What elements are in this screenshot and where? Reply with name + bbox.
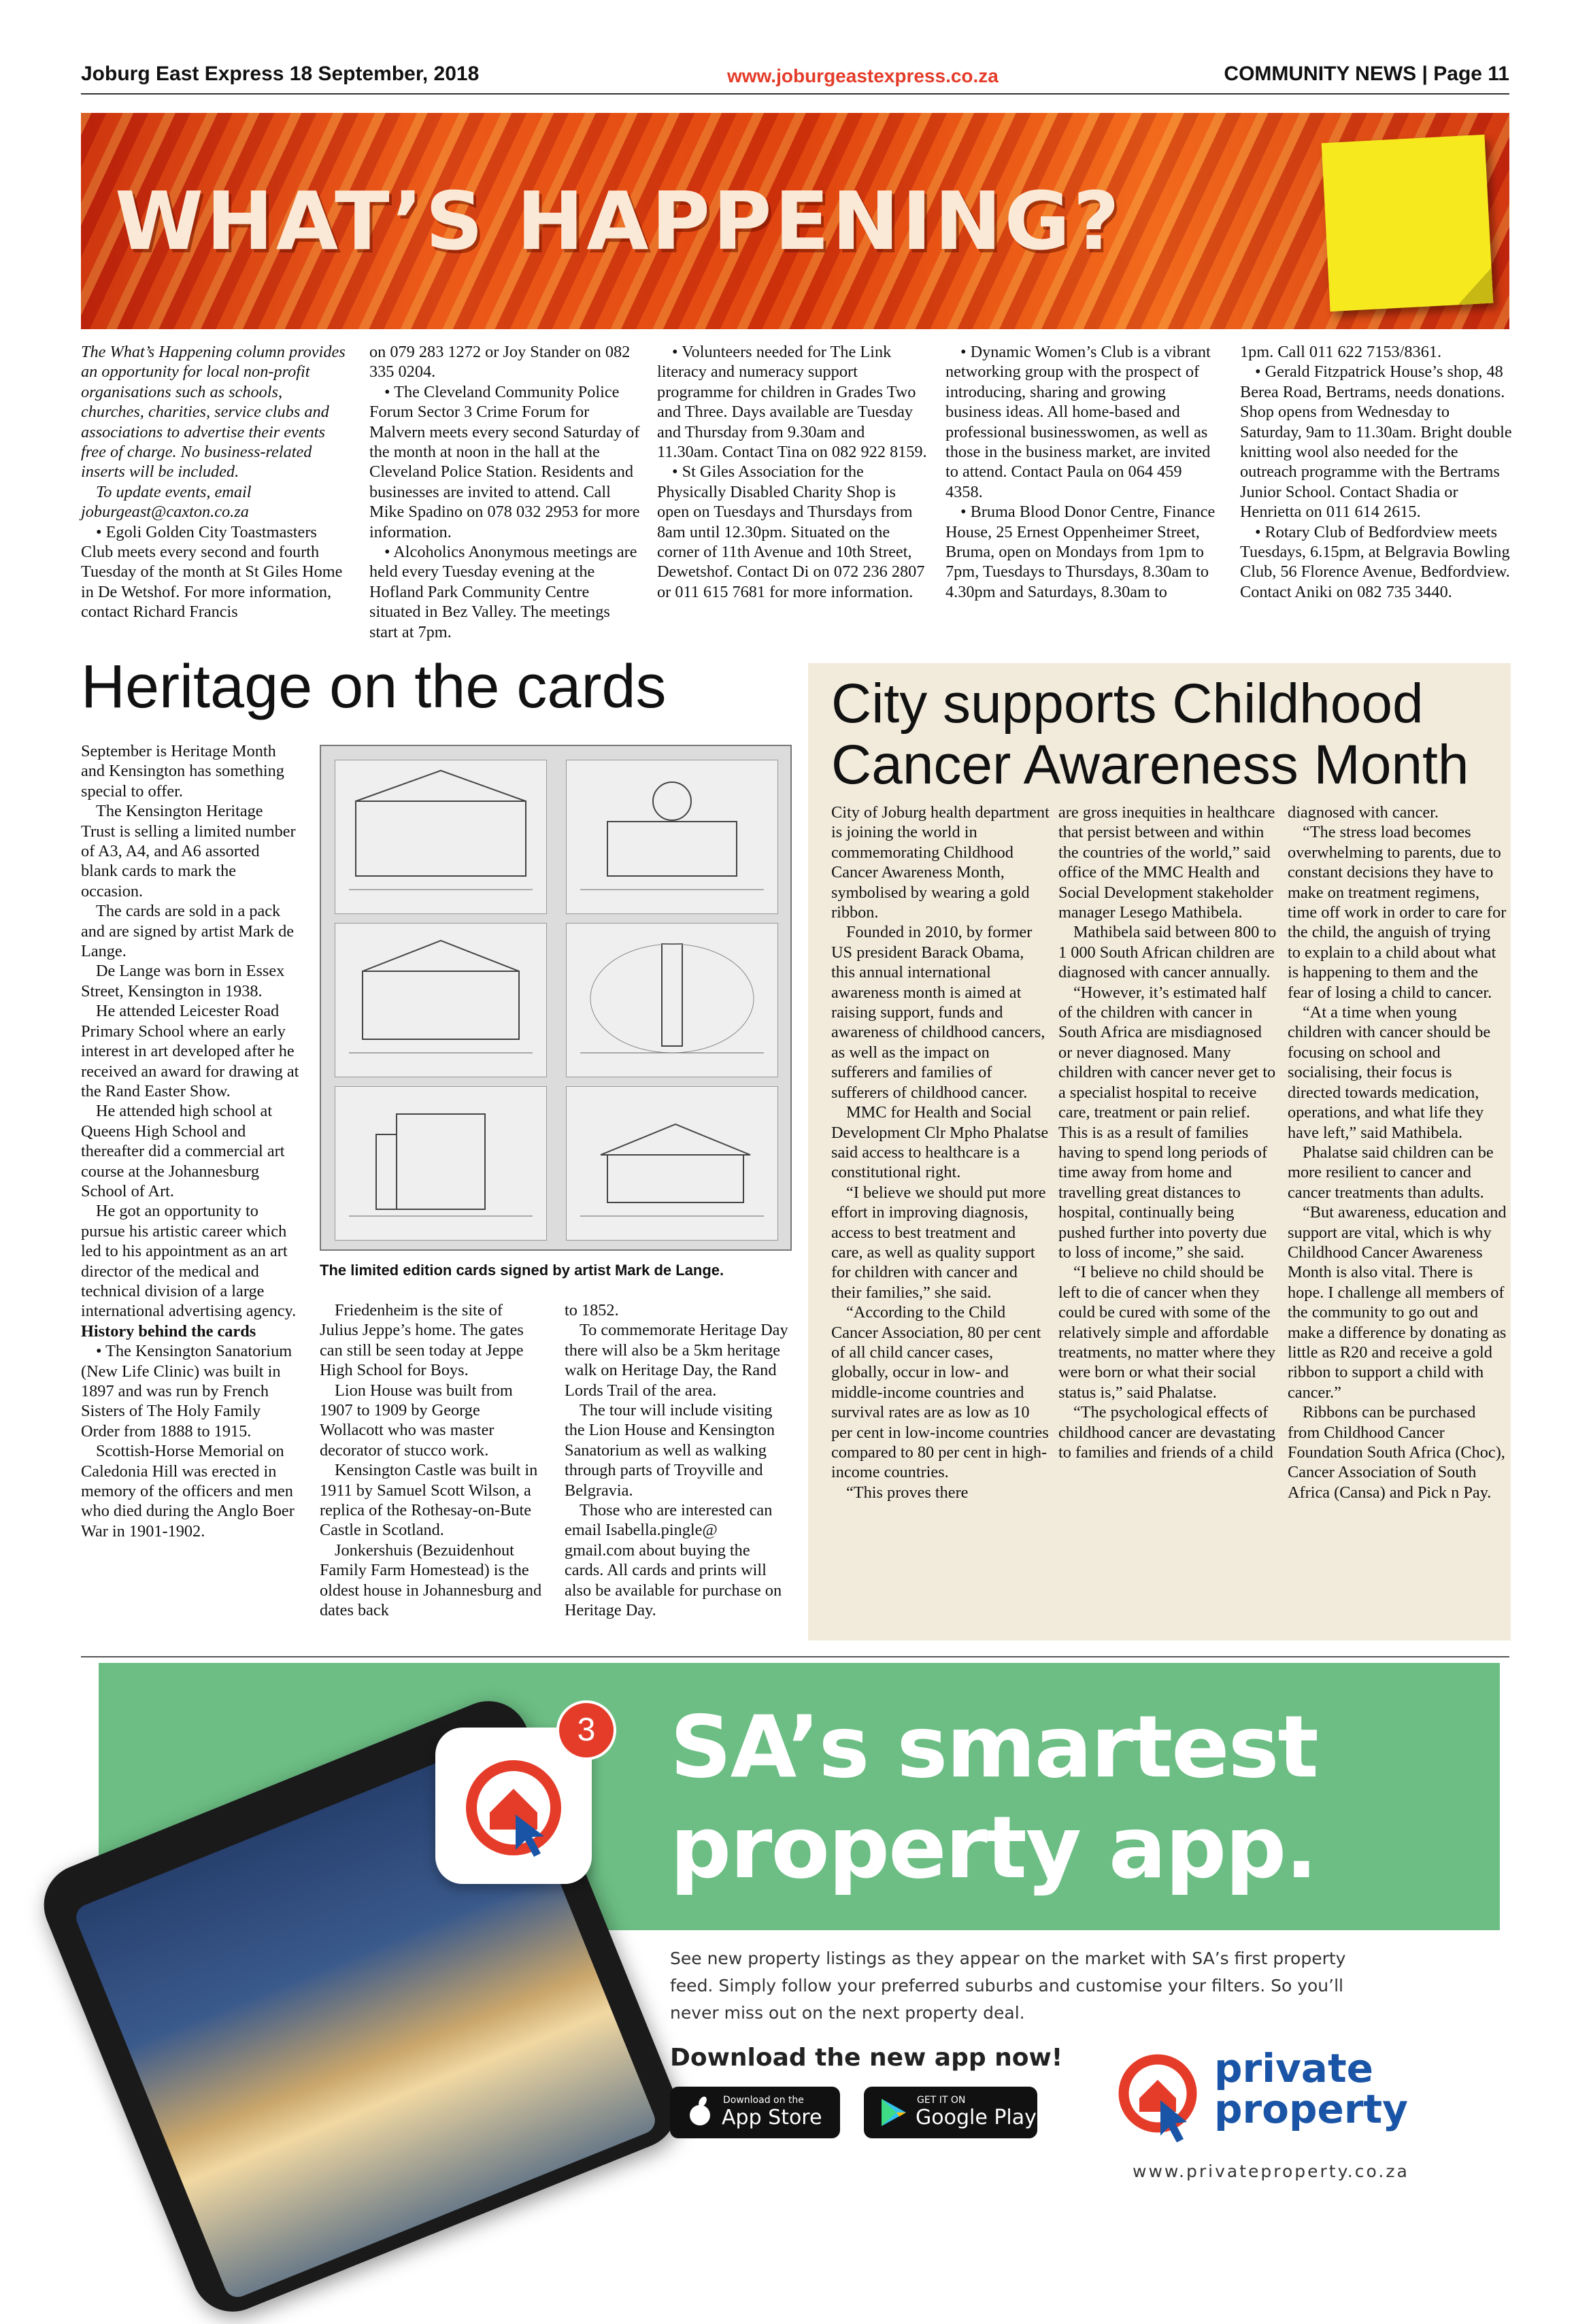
- advert-body-text: See new property listings as they appear on the market with SA’s first property feed. Simply follow your preferred suburbs and customise your filters. So you’ll never miss out on the next property deal.: [670, 1949, 1346, 2023]
- heritage-column-1: [81, 741, 300, 1541]
- city-column-3: [1288, 803, 1507, 1502]
- paragraph: Jonkershuis (Bezuidenhout Family Farm Homestead) is the oldest house in Johannesburg and dates back: [320, 1540, 542, 1620]
- city-column-1: [831, 803, 1050, 1502]
- whats-happening-column-3: [657, 342, 929, 602]
- photo-caption: The limited edition cards signed by artist Mark de Lange.: [320, 1262, 724, 1279]
- paragraph: Phalatse said children can be more resilient to cancer and cancer treatments than adults.: [1288, 1143, 1494, 1202]
- paragraph: • Egoli Golden City Toastmasters Club meets every second and fourth Tuesday of the month at St Giles Home in De Wetshof. For more information, contact Richard Francis: [81, 522, 343, 622]
- brand-name-line-1: private: [1214, 2045, 1374, 2091]
- advert-divider: [81, 1656, 1509, 1657]
- page-header: [81, 63, 1509, 92]
- google-play-button[interactable]: [864, 2087, 1037, 2138]
- paragraph: The What’s Happening column provides an opportunity for local non-profit organisations such as schools, churches, charities, service clubs and associations to advertise their events free of charge. No business-related inserts will be included.: [81, 343, 346, 482]
- paragraph: • Gerald Fitzpatrick House’s shop, 48 Berea Road, Bertrams, needs donations. Shop opens from Wednesday to Saturday, 9am to 11.30am. Bright double knitting wool also needed for the outreach programme with the Bertrams Junior School. Contact Shadia or Henrietta on 011 614 2615.: [1240, 363, 1512, 522]
- private-property-logo-icon: [1116, 2047, 1204, 2149]
- paragraph: diagnosed with cancer.: [1288, 803, 1439, 822]
- paragraph: Ribbons can be purchased from Childhood Cancer Foundation South Africa (Choc), Cancer Association of South Africa (Cansa) and Pick n Pay.: [1288, 1403, 1505, 1502]
- paragraph: Mathibela said between 800 to 1 000 South African children are diagnosed with cancer annually.: [1058, 923, 1277, 982]
- advert-headline: [670, 1697, 1486, 1898]
- paragraph: Friedenheim is the site of Julius Jeppe’s home. The gates can still be seen today at Jeppe High School for Boys.: [320, 1301, 524, 1380]
- paragraph: “I believe we should put more effort in improving diagnosis, access to best treatment and care, as well as quality support for children with cancer and their families,” she said.: [831, 1183, 1046, 1302]
- paragraph: to 1852.: [565, 1301, 619, 1319]
- whats-happening-banner: [81, 113, 1509, 329]
- paragraph: are gross inequities in healthcare that persist between and within the countries of the world,” said office of the MMC Health and Social Development stakeholder manager Lesego Mathibela.: [1058, 803, 1275, 922]
- website-link[interactable]: www.joburgeastexpress.co.za: [727, 65, 999, 86]
- publication-date: Joburg East Express 18 September, 2018: [81, 63, 480, 85]
- heritage-cards-photo: [320, 745, 792, 1251]
- notification-badge: 3: [556, 1700, 616, 1760]
- paragraph: • Dynamic Women’s Club is a vibrant networking group with the prospect of introducing, sharing and growing business ideas. All home-based and professional businesswomen, as well as those in the business market, are invited to attend. Contact Paula on 064 459 4358.: [945, 343, 1211, 501]
- paragraph: He attended Leicester Road Primary School where an early interest in art developed after he received an award for drawing at the Rand Easter Show.: [81, 1002, 299, 1100]
- google-play-label: Google Play: [916, 2106, 1037, 2129]
- city-column-2: [1058, 803, 1277, 1462]
- paragraph: “The stress load becomes overwhelming to parents, due to constant decisions they have to make on treatment regimens, time off work in order to care for the child, the anguish of trying to explain to a child about what is happening to them and the fear of losing a child to cancer.: [1288, 823, 1507, 1002]
- heritage-column-3: [565, 1300, 789, 1621]
- brand-name-line-2: property: [1214, 2086, 1408, 2132]
- paragraph: De Lange was born in Essex Street, Kensington in 1938.: [81, 962, 285, 1000]
- paragraph: Those who are interested can email Isabella.pingle@ gmail.com about buying the cards. All cards and prints will also be available for purchase on Heritage Day.: [565, 1501, 782, 1620]
- paragraph: September is Heritage Month and Kensington has something special to offer.: [81, 742, 284, 801]
- paragraph: He got an opportunity to pursue his artistic career which led to his appointment as an art director of the medical and technical division of a large international advertising agency.: [81, 1202, 297, 1321]
- app-store-small-label: Download on the: [723, 2095, 804, 2106]
- header-rule: [81, 93, 1509, 95]
- paragraph: “This proves there: [846, 1483, 969, 1502]
- paragraph: MMC for Health and Social Development Clr Mpho Phalatse said access to healthcare is a constitutional right.: [831, 1103, 1049, 1182]
- paragraph: • Rotary Club of Bedfordview meets Tuesdays, 6.15pm, at Belgravia Bowling Club, 56 Florence Avenue, Bedfordview. Contact Aniki on 082 735 3440.: [1240, 522, 1510, 601]
- city-headline: City supports Childhood Cancer Awareness Month: [831, 673, 1469, 796]
- paragraph: • St Giles Association for the Physically Disabled Charity Shop is open on Tuesdays and Thursdays from 8am until 12.30pm. Situated on the corner of 11th Avenue and 10th Street, Dewetshof. Contact Di on 072 236 2807 or 011 615 7681 for more information.: [657, 462, 925, 601]
- sticky-note-graphic: [1322, 135, 1494, 311]
- paragraph: “According to the Child Cancer Association, 80 per cent of all child cancer cases, globally, occur in low- and middle-income countries and survival rates are as low as 10 per cent in low-income countries compared to 80 per cent in high-income countries.: [831, 1303, 1049, 1482]
- google-play-small-label: GET IT ON: [917, 2095, 966, 2106]
- heritage-column-2: [320, 1300, 544, 1621]
- paragraph: To commemorate Heritage Day there will also be a 5km heritage walk on Heritage Day, the Rand Lords Trail of the area.: [565, 1321, 788, 1400]
- brand-website-link[interactable]: www.privateproperty.co.za: [1133, 2161, 1409, 2181]
- heritage-headline: Heritage on the cards: [81, 653, 667, 721]
- download-prompt: Download the new app now!: [670, 2044, 1063, 2072]
- paragraph: • The Kensington Sanatorium (New Life Clinic) was built in 1897 and was run by French Sisters of The Holy Family Order from 1888 to 1915.: [81, 1342, 292, 1441]
- paragraph: on 079 283 1272 or Joy Stander on 082 335 0204.: [369, 343, 631, 382]
- card-sketch-memorial: [566, 923, 778, 1077]
- paragraph: He attended high school at Queens High School and thereafter did a commercial art course at the Johannesburg School of Art.: [81, 1102, 285, 1200]
- card-sketch-castle: [335, 1086, 547, 1241]
- paragraph: Founded in 2010, by former US president Barack Obama, this annual international awareness month is aimed at raising support, funds and awareness of childhood cancers, as well as the impact on sufferers and families of sufferers of childhood cancer.: [831, 923, 1045, 1102]
- card-sketch-sanatorium: [335, 760, 547, 914]
- paragraph: Lion House was built from 1907 to 1909 by George Wollacott who was master decorator of stucco work.: [320, 1381, 513, 1460]
- paragraph: The cards are sold in a pack and are signed by artist Mark de Lange.: [81, 902, 295, 961]
- paragraph: Kensington Castle was built in 1911 by Samuel Scott Wilson, a replica of the Rothesay-on-Bute Castle in Scotland.: [320, 1461, 538, 1540]
- whats-happening-column-1: [81, 342, 348, 622]
- card-sketch-friedenheim: [566, 760, 778, 914]
- section-page: COMMUNITY NEWS | Page 11: [1224, 63, 1509, 85]
- paragraph: The Kensington Heritage Trust is selling a limited number of A3, A4, and A6 assorted blank cards to mark the occasion.: [81, 802, 296, 900]
- paragraph: • The Cleveland Community Police Forum Sector 3 Crime Forum for Malvern meets every second Saturday of the month at noon in the hall at the Cleveland Police Station. Residents and businesses are invited to attend. Call Mike Spadino on 078 032 2953 for more information.: [369, 382, 640, 541]
- banner-title: WHAT’S HAPPENING?: [115, 174, 1122, 268]
- paragraph: 1pm. Call 011 622 7153/8361.: [1240, 343, 1442, 361]
- paragraph: “I believe no child should be left to die of cancer when they could be cured with some of the relatively simple and affordable treatments, no matter where they were born or what their social status is,” said Phalatse.: [1058, 1263, 1276, 1402]
- apple-icon: [688, 2096, 712, 2126]
- whats-happening-column-2: [369, 342, 641, 642]
- paragraph: “The psychological effects of childhood cancer are devastating to families and friends of a child: [1058, 1403, 1276, 1462]
- paragraph: Scottish-Horse Memorial on Caledonia Hill was erected in memory of the officers and men who died during the Anglo Boer War in 1901-1902.: [81, 1442, 295, 1540]
- paragraph: “At a time when young children with cancer should be focusing on school and socialising, their focus is directed towards medication, operations, and what life they have left,” said Mathibela.: [1288, 1003, 1491, 1142]
- card-sketch-lion-house: [335, 923, 547, 1077]
- paragraph: The tour will include visiting the Lion House and Kensington Sanatorium as well as walking through parts of Troyville and Belgravia.: [565, 1401, 775, 1500]
- whats-happening-column-5: [1240, 342, 1512, 602]
- paragraph: • Alcoholics Anonymous meetings are held every Tuesday evening at the Hofland Park Community Centre situated in Bez Valley. The meetings start at 7pm.: [369, 543, 637, 641]
- paragraph: “However, it’s estimated half of the children with cancer in South Africa are misdiagnosed or never diagnosed. Many children with cancer never get to a specialist hospital to receive care, treatment or pain relief. This is as a result of families having to spend long periods of time away from home and travelling great distances to hospital, continually being pushed further into poverty due to loss of income,” she said.: [1058, 983, 1276, 1262]
- paragraph: To update events, email joburgeast@caxton.co.za: [81, 482, 252, 522]
- advert-headline-line-2: property app.: [670, 1798, 1317, 1898]
- google-play-icon: [880, 2098, 907, 2127]
- card-sketch-jonkershuis: [566, 1086, 778, 1241]
- paragraph: History behind the cards: [81, 1321, 256, 1341]
- paragraph: “But awareness, education and support are vital, which is why Childhood Cancer Awareness Month is also vital. There is hope. I challenge all members of the community to go out and make a difference by donating as little as R20 and receive a gold ribbon to support a child with cancer.”: [1288, 1203, 1507, 1402]
- advert-headline-line-1: SA’s smartest: [670, 1697, 1318, 1797]
- paragraph: • Volunteers needed for The Link literacy and numeracy support programme for children in Grades Two and Three. Days available are Tuesday and Thursday from 9.30am and 11.30am. Contact Tina on 082 922 8159.: [657, 343, 927, 462]
- paragraph: • Bruma Blood Donor Centre, Finance House, 25 Ernest Oppenheimer Street, Bruma, open on Mondays from 1pm to 7pm, Tuesdays to Thursdays, 8.30am to 4.30pm and Saturdays, 8.30am to: [945, 503, 1216, 601]
- paragraph: City of Joburg health department is joining the world in commemorating Childhood Cancer Awareness Month, symbolised by wearing a gold ribbon.: [831, 803, 1050, 922]
- app-store-button[interactable]: [670, 2087, 840, 2138]
- app-store-label: App Store: [722, 2106, 822, 2129]
- whats-happening-column-4: [945, 342, 1218, 602]
